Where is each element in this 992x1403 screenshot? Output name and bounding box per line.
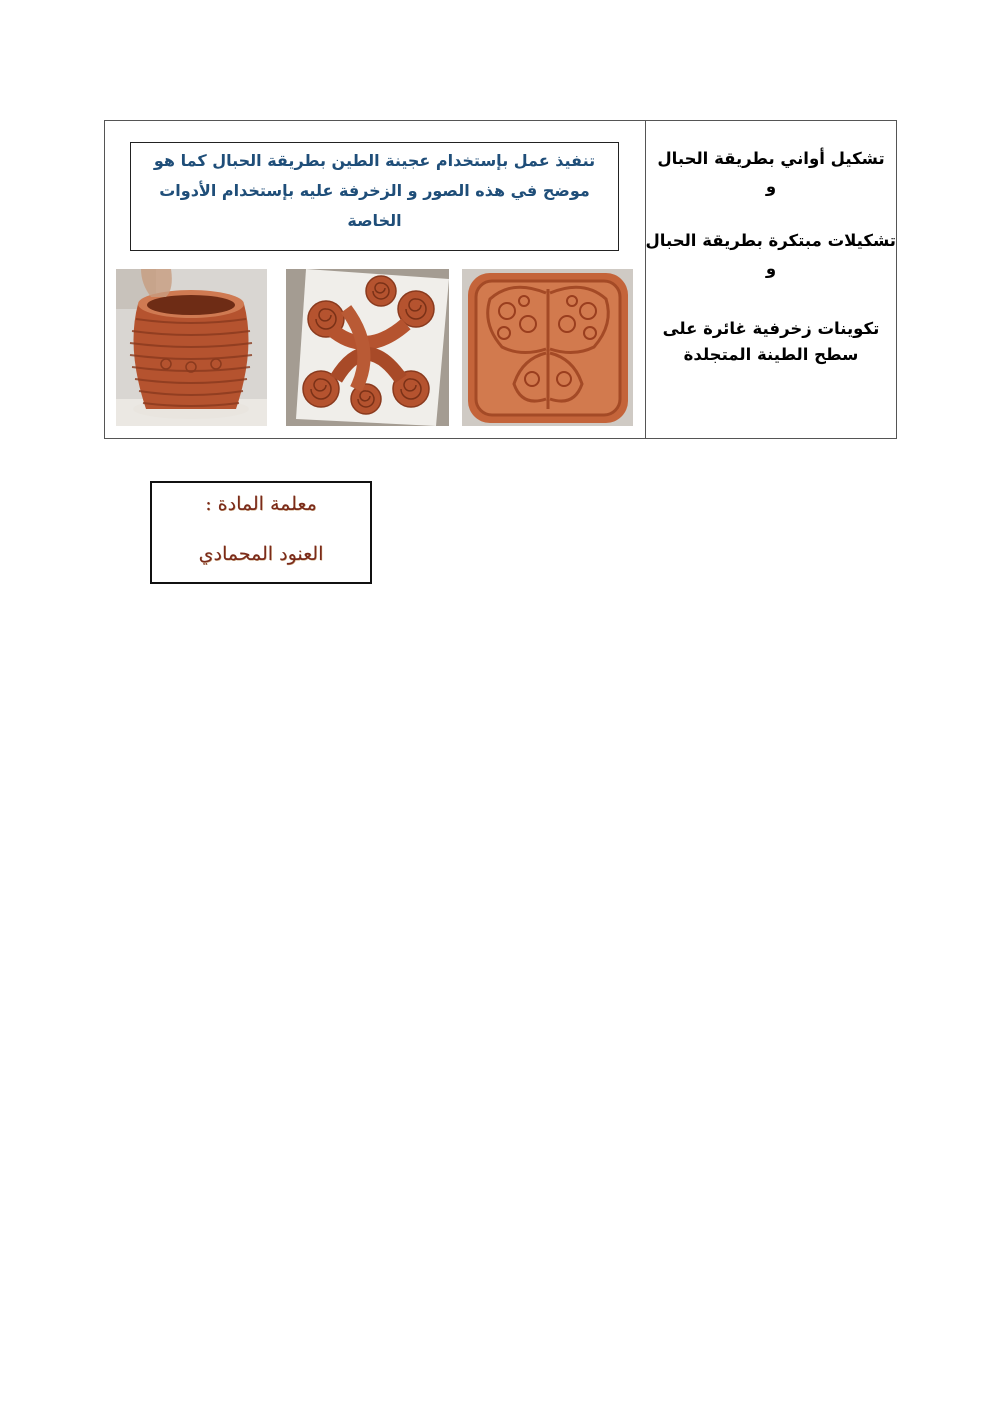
teacher-name: العنود المحمادي bbox=[198, 543, 324, 565]
clay-coil-spirals-image bbox=[286, 269, 449, 426]
objective-and-2: و bbox=[765, 259, 777, 278]
instruction-box bbox=[130, 142, 619, 251]
objective-and-1: و bbox=[765, 177, 777, 196]
clay-coil-pot-image bbox=[116, 269, 267, 426]
teacher-box bbox=[150, 481, 372, 584]
objective-line-1: تشكيل أواني بطريقة الحبال bbox=[657, 149, 885, 168]
instruction-line-1: تنفيذ عمل بإستخدام عجينة الطين بطريقة الحبال كما هو bbox=[153, 151, 596, 170]
content-table bbox=[104, 120, 897, 439]
teacher-label: معلمة المادة : bbox=[205, 493, 317, 515]
objective-line-3: تكوينات زخرفية غائرة على bbox=[662, 319, 880, 338]
clay-butterfly-relief-image bbox=[462, 269, 633, 426]
instruction-line-3: الخاصة bbox=[347, 211, 402, 230]
objective-line-4: سطح الطينة المتجلدة bbox=[683, 345, 859, 364]
objectives-cell bbox=[646, 121, 896, 438]
instruction-line-2: موضح في هذه الصور و الزخرفة عليه بإستخدام الأدوات bbox=[159, 181, 590, 200]
objective-line-2: تشكيلات مبتكرة بطريقة الحبال bbox=[645, 231, 896, 250]
